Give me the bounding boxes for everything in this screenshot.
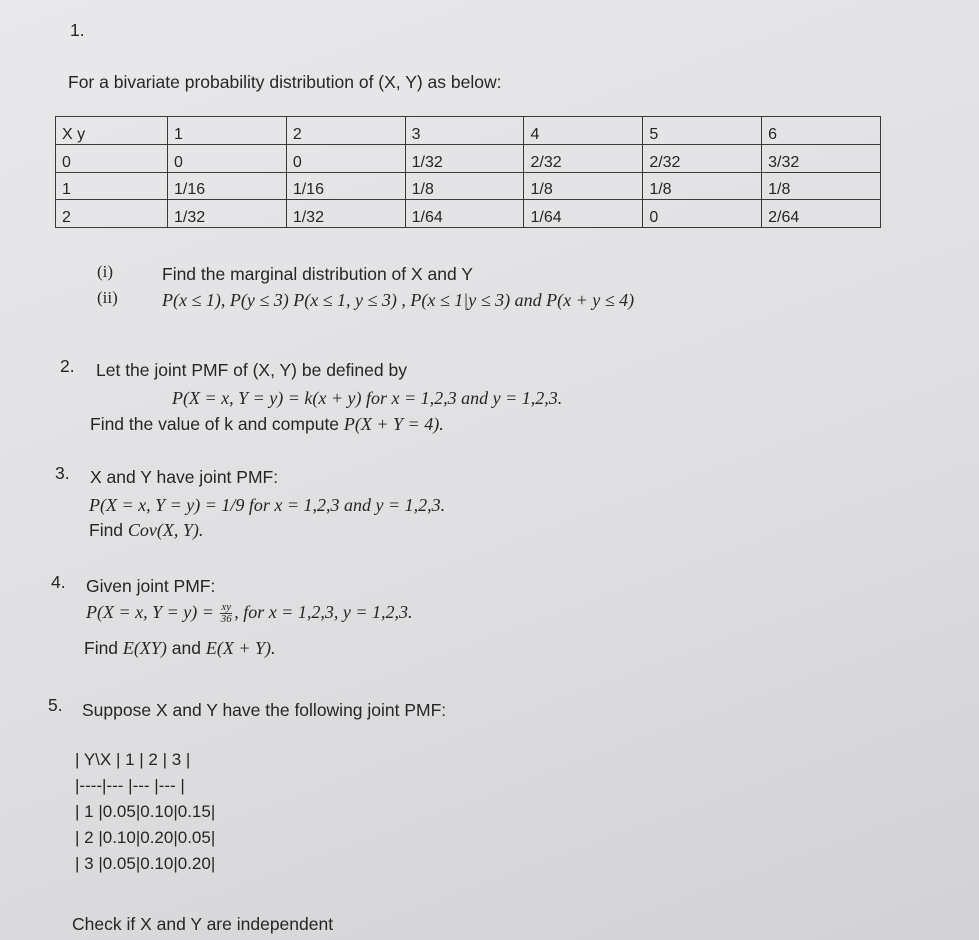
table-cell: 1/8 (524, 172, 643, 200)
question-2-line1: Let the joint PMF of (X, Y) be defined by (96, 360, 407, 380)
fraction-denominator: 36 (220, 613, 232, 626)
table-cell: X y (56, 117, 168, 145)
table-cell: 0 (56, 144, 168, 172)
table-cell: 3/32 (762, 144, 881, 172)
table-cell: 1/32 (168, 200, 287, 228)
probability-table (55, 116, 881, 228)
question-3-formula: P(X = x, Y = y) = 1/9 for x = 1,2,3 and y = 1,2,3. (89, 495, 446, 515)
question-5-number: 5. (48, 695, 63, 715)
table-header-row (56, 117, 881, 145)
question-2-line3 (90, 414, 444, 435)
fraction (220, 602, 232, 625)
table-cell: 2 (286, 117, 405, 145)
question-5-closing: Check if X and Y are independent (72, 914, 334, 934)
question-2-line3-math: P(X + Y = 4). (343, 414, 444, 434)
question-4-math-a: E(XY) (122, 638, 167, 658)
question-4-formula-lhs: P(X = x, Y = y) = (86, 602, 219, 622)
question-1-number: 1. (70, 20, 85, 40)
table-cell: 1/64 (524, 200, 643, 228)
table-row (56, 172, 881, 200)
question-2-formula: P(X = x, Y = y) = k(x + y) for x = 1,2,3 and y = 1,2,3. (172, 388, 563, 408)
table-cell: 4 (524, 117, 643, 145)
table-cell: 2/64 (762, 200, 881, 228)
question-4-line1: Given joint PMF: (86, 576, 216, 596)
part-i-label: (i) (97, 262, 114, 281)
question-3-line3 (89, 520, 203, 541)
table-cell: 2/32 (524, 144, 643, 172)
table-cell: 2/32 (643, 144, 762, 172)
pmf-line: | 3 |0.05|0.10|0.20| (75, 854, 216, 873)
table-cell: 0 (643, 200, 762, 228)
question-3-number: 3. (55, 463, 70, 483)
question-4-number: 4. (51, 572, 66, 592)
table-row (56, 200, 881, 228)
table-cell: 6 (762, 117, 881, 145)
fraction-numerator: xy (221, 601, 232, 614)
part-ii-text: P(x ≤ 1), P(y ≤ 3) P(x ≤ 1, y ≤ 3) , P(x ≤ 1|y ≤ 3) and P(x + y ≤ 4) (162, 290, 635, 310)
question-3-line3-text: Find (89, 520, 128, 540)
question-4-math-b: E(X + Y). (205, 638, 276, 658)
table-cell: 1/8 (405, 172, 524, 200)
question-5-line1: Suppose X and Y have the following joint PMF: (82, 700, 447, 720)
pmf-line: |----|--- |--- |--- | (75, 776, 185, 795)
table-cell: 1/16 (286, 172, 405, 200)
table-cell: 0 (168, 144, 287, 172)
table-cell: 1 (168, 117, 287, 145)
table-cell: 3 (405, 117, 524, 145)
question-4-line3 (84, 638, 275, 659)
table-cell: 1/8 (643, 172, 762, 200)
question-1-intro: For a bivariate probability distribution of (X, Y) as below: (68, 72, 502, 92)
question-4-formula (86, 602, 412, 625)
question-4-text-b: and (166, 638, 206, 658)
question-3-line3-math: Cov(X, Y). (127, 520, 204, 540)
table-cell: 1/32 (286, 200, 405, 228)
table-cell: 1/64 (405, 200, 524, 228)
question-2-number: 2. (60, 356, 75, 376)
question-4-text-a: Find (84, 638, 123, 658)
question-2-line3-text: Find the value of k and compute (90, 414, 344, 434)
pmf-line: | Y\X | 1 | 2 | 3 | (75, 750, 191, 769)
table-cell: 1/8 (762, 172, 881, 200)
question-4-formula-rhs: , for x = 1,2,3, y = 1,2,3. (234, 602, 413, 622)
table-cell: 0 (286, 144, 405, 172)
table-cell: 2 (56, 200, 168, 228)
table-cell: 1/16 (168, 172, 287, 200)
part-i-text: Find the marginal distribution of X and Y (162, 264, 473, 284)
part-ii-label: (ii) (97, 288, 118, 307)
table-cell: 1/32 (405, 144, 524, 172)
table-cell: 5 (643, 117, 762, 145)
table-row (56, 144, 881, 172)
table-cell: 1 (56, 172, 168, 200)
pmf-line: | 1 |0.05|0.10|0.15| (75, 802, 216, 821)
question-3-line1: X and Y have joint PMF: (90, 467, 279, 487)
pmf-line: | 2 |0.10|0.20|0.05| (75, 828, 216, 847)
